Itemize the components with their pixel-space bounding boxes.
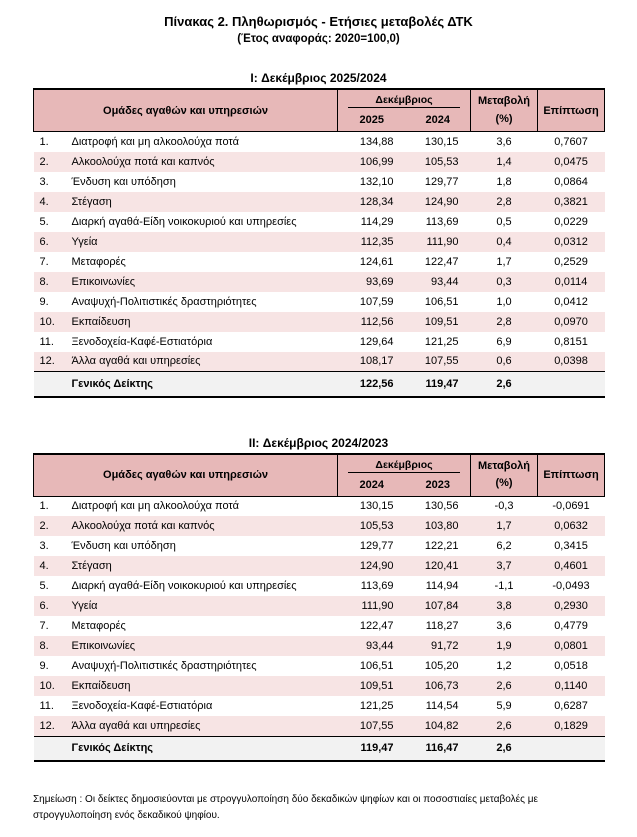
change-label-line2: (%) — [495, 112, 513, 125]
row-impact: 0,0518 — [554, 660, 588, 672]
row-value-year2: 104,82 — [424, 719, 459, 732]
row-change: 3,8 — [496, 600, 512, 612]
row-impact: 0,3415 — [554, 540, 588, 552]
table-row — [34, 252, 605, 272]
row-value-year1: 129,64 — [359, 335, 394, 348]
table-row — [34, 636, 605, 656]
row-number: 2. — [39, 155, 49, 168]
page-title: Πίνακας 2. Πληθωρισμός - Ετήσιες μεταβολές ΔΤΚ — [164, 14, 473, 29]
row-number: 11. — [39, 700, 54, 712]
table-header — [34, 454, 605, 497]
total-row-spacer — [34, 372, 72, 397]
row-number: 8. — [39, 275, 49, 288]
row-label: Ξενοδοχεία-Καφέ-Εστιατόρια — [71, 335, 213, 348]
row-value-year1: 122,47 — [359, 620, 394, 632]
column-header-year2: 2024 — [406, 109, 471, 132]
table-row — [34, 172, 605, 192]
row-impact: 0,0114 — [554, 275, 588, 288]
row-value-year2: 105,53 — [424, 155, 459, 168]
row-change: 0,6 — [496, 355, 512, 368]
row-change: 2,8 — [496, 195, 512, 208]
table-row — [34, 676, 605, 696]
row-value-year2: 103,80 — [424, 520, 459, 532]
row-label: Αλκοολούχα ποτά και καπνός — [71, 155, 215, 168]
row-change: 0,5 — [496, 215, 512, 228]
row-impact: 0,0312 — [554, 235, 588, 248]
row-impact: 0,2930 — [554, 600, 588, 612]
row-change: 1,2 — [496, 660, 512, 672]
row-value-year2: 121,25 — [424, 335, 459, 348]
row-label: Ένδυση και υπόδηση — [71, 175, 176, 188]
total-impact — [538, 372, 605, 397]
total-change: 2,6 — [471, 372, 538, 397]
column-header-impact: Επίπτωση — [538, 454, 605, 497]
total-row-spacer — [34, 736, 72, 761]
row-impact: 0,0632 — [554, 520, 588, 532]
row-number: 9. — [39, 295, 49, 308]
table-row — [34, 352, 605, 372]
row-value-year2: 130,15 — [424, 135, 459, 148]
row-change: 6,2 — [496, 540, 512, 552]
row-value-year2: 107,55 — [424, 355, 459, 368]
table-row — [34, 332, 605, 352]
row-change: 1,8 — [496, 175, 512, 188]
row-label: Στέγαση — [71, 560, 112, 572]
row-change: 2,8 — [496, 315, 512, 328]
column-header-impact: Επίπτωση — [538, 89, 605, 132]
row-value-year2: 122,47 — [424, 255, 459, 268]
table-title: I: Δεκέμβριος 2025/2024 — [250, 71, 387, 85]
table-row — [34, 716, 605, 736]
row-label: Στέγαση — [71, 195, 112, 208]
total-label: Γενικός Δείκτης — [72, 372, 338, 397]
month-group-label: Δεκέμβριος — [348, 456, 460, 473]
row-number: 10. — [39, 315, 55, 328]
row-change: 5,9 — [496, 700, 512, 712]
column-header-year2: 2023 — [406, 474, 471, 497]
row-impact: 0,0229 — [554, 215, 588, 228]
footnote: Σημείωση : Οι δείκτες δημοσιεύονται με στρογγυλοποίηση δύο δεκαδικών ψηφίων και οι ποσοστιαίες μεταβολές με στρογγυλοποίηση ενός δεκαδικού ψηφίου. — [33, 794, 538, 821]
total-change: 2,6 — [471, 736, 538, 761]
total-value-year1: 122,56 — [338, 372, 406, 397]
total-row — [34, 372, 605, 397]
row-impact: 0,4601 — [554, 560, 588, 572]
table-row — [34, 232, 605, 252]
row-value-year2: 130,56 — [424, 500, 459, 513]
table-title: II: Δεκέμβριος 2024/2023 — [248, 435, 389, 450]
row-value-year2: 118,27 — [425, 620, 459, 632]
row-change: 3,6 — [496, 620, 512, 632]
row-change: -0,3 — [494, 500, 514, 513]
row-impact: 0,0475 — [554, 155, 588, 168]
row-impact: 0,3821 — [554, 195, 588, 208]
row-label: Αναψυχή-Πολιτιστικές δραστηριότητες — [71, 295, 257, 308]
total-impact — [538, 736, 605, 761]
table-body — [34, 496, 605, 736]
row-label: Εκπαίδευση — [71, 680, 131, 692]
row-number: 8. — [39, 640, 49, 652]
row-change: 1,7 — [496, 255, 512, 268]
row-impact: 0,7607 — [554, 135, 588, 148]
table-row — [34, 132, 605, 152]
column-header-year1: 2024 — [338, 474, 406, 497]
row-value-year1: 124,61 — [359, 255, 394, 268]
row-label: Εκπαίδευση — [71, 315, 131, 328]
table-section — [33, 71, 604, 398]
table-row — [34, 152, 605, 172]
row-change: 0,3 — [496, 275, 512, 288]
row-label: Αναψυχή-Πολιτιστικές δραστηριότητες — [71, 660, 257, 672]
row-label: Επικοινωνίες — [71, 640, 136, 652]
row-label: Επικοινωνίες — [71, 275, 136, 288]
row-label: Υγεία — [71, 235, 98, 248]
row-impact: 0,1140 — [554, 680, 588, 692]
row-impact: -0,0493 — [552, 580, 590, 592]
table-row — [34, 656, 605, 676]
row-impact: 0,0801 — [554, 640, 588, 652]
row-value-year1: 108,17 — [359, 355, 394, 368]
row-impact: 0,0970 — [554, 315, 588, 328]
row-change: 1,9 — [496, 640, 512, 652]
row-change: 1,7 — [496, 520, 512, 532]
table-section — [33, 436, 604, 763]
table-row — [34, 496, 605, 516]
row-label: Άλλα αγαθά και υπηρεσίες — [71, 355, 201, 368]
row-value-year1: 107,59 — [359, 295, 394, 308]
column-header-change — [471, 454, 538, 497]
row-value-year1: 130,15 — [359, 500, 394, 513]
row-value-year1: 112,56 — [360, 315, 394, 328]
row-value-year1: 134,88 — [359, 135, 394, 148]
row-impact: 0,6287 — [554, 700, 588, 712]
row-value-year1: 129,77 — [359, 540, 394, 552]
table-row — [34, 596, 605, 616]
tables-container — [0, 71, 637, 762]
table-row — [34, 212, 605, 232]
row-value-year1: 107,55 — [359, 719, 394, 732]
table-row — [34, 272, 605, 292]
column-header-change — [471, 89, 538, 132]
row-impact: 0,8151 — [554, 335, 588, 348]
row-value-year1: 112,35 — [360, 235, 394, 248]
row-value-year1: 114,29 — [360, 215, 394, 228]
row-value-year1: 106,99 — [359, 155, 394, 168]
table-row — [34, 536, 605, 556]
total-value-year2: 116,47 — [406, 736, 471, 761]
row-value-year2: 114,54 — [425, 700, 459, 712]
change-label-line2: (%) — [495, 477, 513, 489]
row-number: 5. — [39, 215, 49, 228]
row-number: 2. — [39, 520, 49, 532]
row-impact: 0,1829 — [554, 719, 588, 732]
table-body — [34, 132, 605, 372]
row-label: Διατροφή και μη αλκοολούχα ποτά — [71, 500, 239, 513]
table-header — [34, 89, 605, 132]
row-change: 1,0 — [496, 295, 512, 308]
row-number: 5. — [39, 580, 49, 592]
row-value-year2: 93,44 — [430, 275, 459, 288]
total-value-year1: 119,47 — [338, 736, 406, 761]
row-change: 2,6 — [496, 719, 512, 732]
total-row — [34, 736, 605, 761]
column-header-month-group — [338, 454, 471, 474]
row-value-year1: 121,25 — [359, 700, 394, 712]
row-value-year1: 105,53 — [359, 520, 394, 532]
row-value-year1: 124,90 — [359, 560, 394, 572]
table-row — [34, 576, 605, 596]
row-number: 3. — [39, 175, 49, 188]
column-header-groups: Ομάδες αγαθών και υπηρεσιών — [34, 89, 338, 132]
table-row — [34, 616, 605, 636]
row-number: 1. — [39, 500, 49, 513]
row-impact: 0,0864 — [554, 175, 588, 188]
change-label-line1: Μεταβολή — [478, 459, 531, 472]
table-row — [34, 292, 605, 312]
table-row — [34, 516, 605, 536]
row-change: 3,6 — [496, 135, 512, 148]
row-value-year1: 109,51 — [359, 680, 394, 692]
change-label-line1: Μεταβολή — [478, 95, 531, 108]
row-change: -1,1 — [494, 580, 514, 592]
row-value-year2: 122,21 — [424, 540, 459, 552]
data-table — [33, 453, 605, 763]
row-number: 4. — [39, 560, 49, 572]
row-value-year2: 105,20 — [424, 660, 459, 672]
row-value-year1: 93,69 — [365, 275, 394, 288]
row-label: Μεταφορές — [71, 255, 126, 268]
row-value-year2: 124,90 — [424, 195, 459, 208]
row-change: 6,9 — [496, 335, 512, 348]
row-label: Άλλα αγαθά και υπηρεσίες — [71, 719, 201, 732]
data-table — [33, 88, 605, 398]
row-value-year2: 106,51 — [424, 295, 459, 308]
row-number: 12. — [39, 355, 55, 368]
row-label: Ένδυση και υπόδηση — [71, 540, 176, 552]
row-number: 6. — [39, 600, 49, 612]
row-label: Ξενοδοχεία-Καφέ-Εστιατόρια — [71, 700, 213, 712]
row-number: 11. — [39, 335, 54, 348]
row-value-year2: 129,77 — [424, 175, 459, 188]
table-row — [34, 696, 605, 716]
row-change: 3,7 — [496, 560, 512, 572]
row-label: Διατροφή και μη αλκοολούχα ποτά — [71, 135, 239, 148]
row-value-year2: 111,90 — [426, 235, 459, 248]
row-value-year2: 107,84 — [424, 600, 459, 612]
row-value-year1: 132,10 — [359, 175, 394, 188]
row-number: 7. — [39, 620, 49, 632]
row-impact: 0,0398 — [554, 355, 588, 368]
row-change: 2,6 — [496, 680, 512, 692]
page-subtitle: (Έτος αναφοράς: 2020=100,0) — [237, 33, 400, 45]
column-header-year1: 2025 — [338, 109, 406, 132]
row-value-year1: 111,90 — [361, 600, 394, 612]
row-number: 6. — [39, 235, 49, 248]
row-number: 10. — [39, 680, 55, 692]
row-value-year2: 113,69 — [425, 215, 459, 228]
column-header-month-group — [338, 89, 471, 109]
month-group-label: Δεκέμβριος — [348, 91, 460, 108]
row-number: 1. — [39, 135, 49, 148]
row-value-year2: 114,94 — [425, 580, 459, 592]
row-number: 9. — [39, 660, 49, 672]
table-row — [34, 192, 605, 212]
row-label: Αλκοολούχα ποτά και καπνός — [71, 520, 215, 532]
row-label: Διαρκή αγαθά-Είδη νοικοκυριού και υπηρεσίες — [71, 215, 297, 228]
total-value-year2: 119,47 — [406, 372, 471, 397]
row-value-year2: 91,72 — [430, 640, 459, 652]
row-value-year2: 109,51 — [424, 315, 459, 328]
row-change: 0,4 — [496, 235, 512, 248]
column-header-groups: Ομάδες αγαθών και υπηρεσιών — [34, 454, 338, 497]
total-label: Γενικός Δείκτης — [72, 736, 338, 761]
row-impact: 0,0412 — [554, 295, 588, 308]
row-label: Διαρκή αγαθά-Είδη νοικοκυριού και υπηρεσίες — [71, 580, 297, 592]
row-label: Μεταφορές — [71, 620, 126, 632]
table-row — [34, 556, 605, 576]
row-number: 12. — [39, 719, 55, 732]
table-row — [34, 312, 605, 332]
row-number: 3. — [39, 540, 49, 552]
row-number: 7. — [39, 255, 49, 268]
row-impact: -0,0691 — [552, 500, 590, 513]
row-impact: 0,2529 — [554, 255, 588, 268]
row-value-year2: 120,41 — [424, 560, 459, 572]
row-impact: 0,4779 — [554, 620, 588, 632]
row-change: 1,4 — [496, 155, 512, 168]
row-value-year2: 106,73 — [424, 680, 459, 692]
row-value-year1: 106,51 — [359, 660, 394, 672]
row-value-year1: 128,34 — [359, 195, 394, 208]
row-label: Υγεία — [71, 600, 98, 612]
row-value-year1: 93,44 — [365, 640, 394, 652]
row-number: 4. — [39, 195, 49, 208]
row-value-year1: 113,69 — [360, 580, 394, 592]
